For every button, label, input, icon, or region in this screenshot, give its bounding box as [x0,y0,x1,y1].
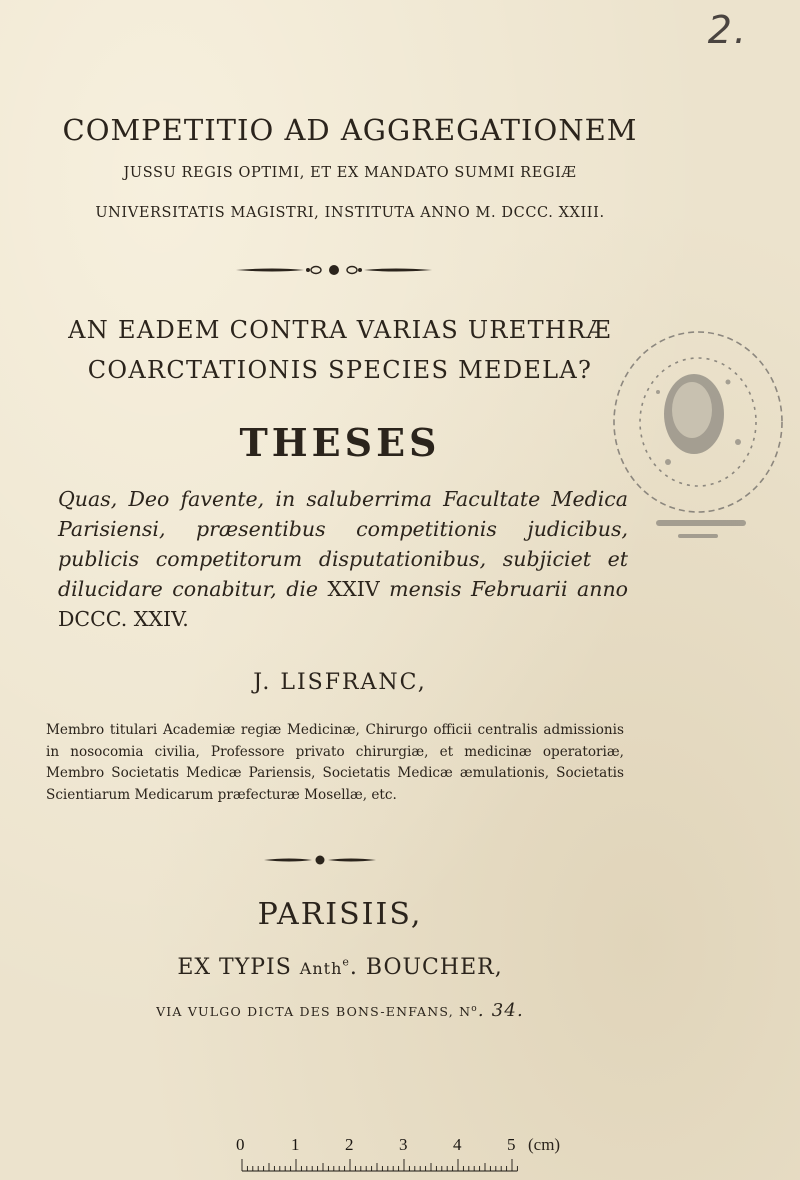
imprint-printer [30,955,650,980]
scale-label-3: 3 [399,1135,408,1154]
theses-heading: THESES [239,420,441,465]
handwritten-page-number: 2. [707,8,748,52]
question-line-2: COARCTATIONIS SPECIES MEDELA? [87,356,593,384]
intro-paragraph [58,484,628,634]
address-sup: o [471,1003,478,1014]
intro-year: DCCC. XXIV. [58,607,189,631]
scale-label-4: 4 [453,1135,462,1154]
measurement-scale [232,1135,561,1175]
intro-text-1: Quas, Deo favente, in saluberrima Facultate Medica Parisiensi, præsentibus competitionis judicibus, publicis competitorum disputationibus, subjiciet et dilucidare conabitur, die [58,487,628,601]
ornament-small-icon [262,853,378,867]
intro-day: XXIV [327,577,380,601]
main-title: COMPETITIO AD AGGREGATIONEM [62,113,638,147]
printer-prefix: EX TYPIS [177,955,300,980]
scale-label-2: 2 [345,1135,354,1154]
printer-name: . BOUCHER, [349,955,503,980]
scale-unit: (cm) [528,1135,561,1154]
imprint-city: PARISIIS, [257,897,423,932]
imprint-address [30,1000,650,1021]
author-name: J. LISFRANC, [253,670,427,695]
author-titles: Membro titulari Academiæ regiæ Medicinæ, Chirurgo officii centralis admissionis in nosocomia civilia, Professore privato chirurgiæ, et medicinæ operatoriæ, Membro Societatis Medicæ Pariensis, Societatis Medicæ æmulationis, Societatis Scientiarum Medicarum præfecturæ Mosellæ, etc. [46,722,624,803]
scale-label-5: 5 [507,1135,516,1154]
library-stamp-icon [598,322,794,572]
ornament-rule-icon [234,262,434,278]
printer-sup: e [342,955,350,969]
scale-label-0: 0 [236,1135,245,1154]
subtitle-line-1: JUSSU REGIS OPTIMI, ET EX MANDATO SUMMI REGIÆ [123,165,577,181]
address-text: VIA VULGO DICTA DES BONS-ENFANS, N [156,1004,472,1019]
ruler-ticks-icon [232,1155,522,1173]
intro-text-2: mensis Februarii anno [379,577,628,601]
printer-abbr: Anth [299,959,343,978]
scale-label-1: 1 [291,1135,300,1154]
address-number: . 34. [477,1000,524,1021]
question-line-1: AN EADEM CONTRA VARIAS URETHRÆ [68,316,612,344]
subtitle-line-2: UNIVERSITATIS MAGISTRI, INSTITUTA ANNO M. DCCC. XXIII. [95,205,605,221]
